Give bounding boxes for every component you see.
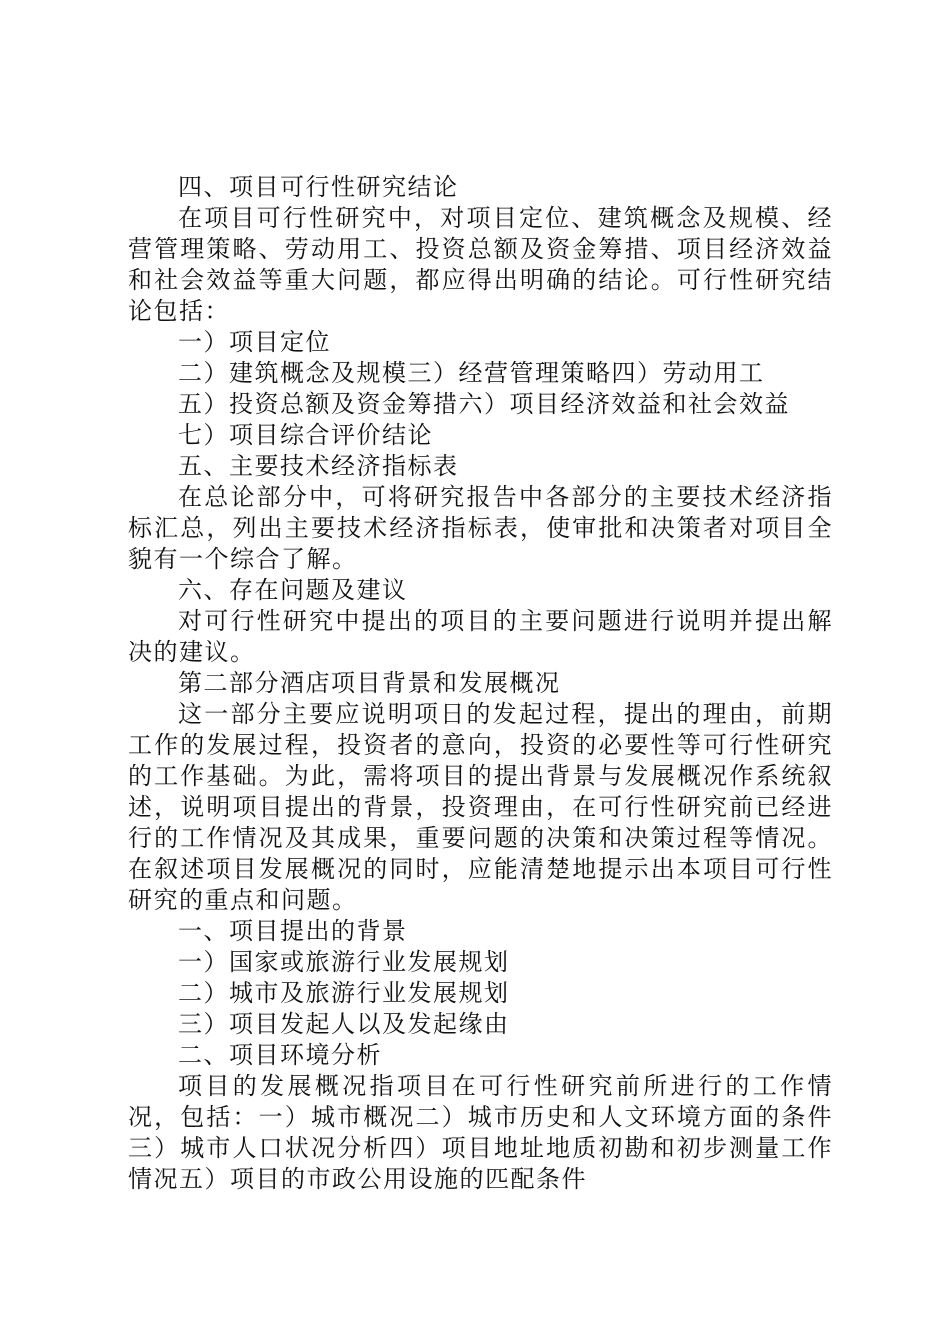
heading-background: 一、项目提出的背景 [178,917,408,945]
paragraph: 这一部分主要应说明项日的发起过程，提出的理由，前期工作的发展过程，投资者的意向，投资的必要性等可行性研究的工作基础。为此，需将项目的提出背景与发展概况作系统叙述，说明项目提出的背景，投资理由，在可行性研究前已经进行的工作情况及其成果，重要问题的决策和决策过程等情况。在叙述项目发展概况的同时，应能清楚地提示出本项目可行性研究的重点和问题。 [128,700,833,914]
list-item: 二）建筑概念及规模三）经营管理策略四）劳动用工 [178,359,765,387]
paragraph: 项目的发展概况指项目在可行性研究前所进行的工作情况，包括：一）城市概况二）城市历史和人文环境方面的条件三）城市人口状况分析四）项目地址地质初勘和初步测量工作情况五）项目的市政公用设施的匹配条件 [128,1072,833,1193]
list-item: 二）城市及旅游行业发展规划 [178,979,510,1007]
heading-environment: 二、项目环境分析 [178,1041,382,1069]
paragraph: 在总论部分中，可将研究报告中各部分的主要技术经济指标汇总，列出主要技术经济指标表，使审批和决策者对项目全貌有一个综合了解。 [128,483,833,573]
list-item: 三）项目发起人以及发起缘由 [178,1010,510,1038]
list-item: 七）项目综合评价结论 [178,421,433,449]
heading-conclusion: 四、项目可行性研究结论 [178,173,459,201]
paragraph: 对可行性研究中提出的项目的主要问题进行说明并提出解决的建议。 [128,607,833,666]
heading-issues: 六、存在问题及建议 [178,576,408,604]
list-item: 一）国家或旅游行业发展规划 [178,948,510,976]
document-body [128,172,833,1195]
heading-part-two: 第二部分酒店项目背景和发展概况 [178,669,561,697]
list-item: 一）项目定位 [178,328,331,356]
heading-indicators: 五、主要技术经济指标表 [178,452,459,480]
list-item: 五）投资总额及资金筹措六）项目经济效益和社会效益 [178,390,790,418]
paragraph: 在项目可行性研究中，对项目定位、建筑概念及规模、经营管理策略、劳动用工、投资总额及资金筹措、项目经济效益和社会效益等重大问题，都应得出明确的结论。可行性研究结论包括： [128,204,833,325]
